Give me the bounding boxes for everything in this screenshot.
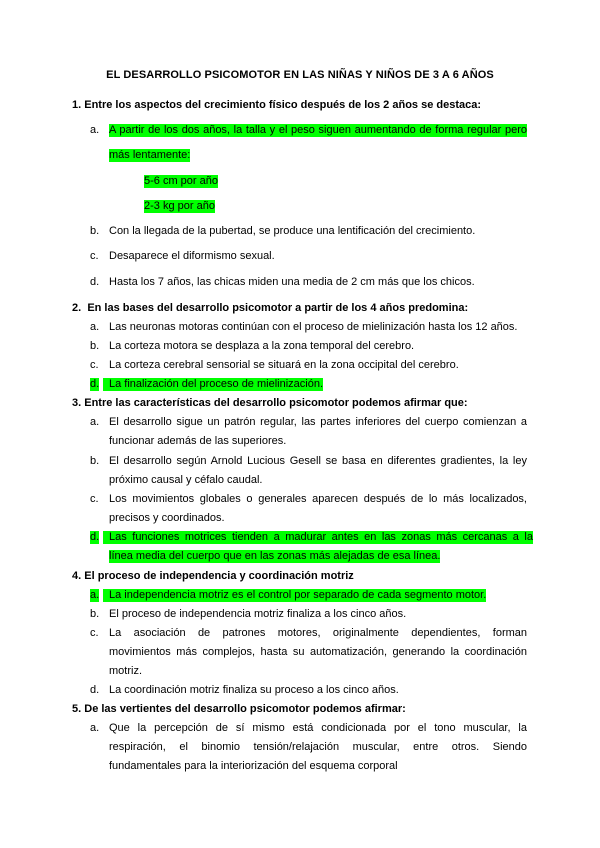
q2-option-c-marker: c.: [90, 359, 99, 371]
q2-option-a-marker: a.: [90, 321, 100, 333]
q1-option-d-marker: d.: [90, 276, 100, 288]
q5-option-a-line1: Que la percepción de sí mismo está condicionada por el tono muscular, la: [109, 722, 527, 734]
q3-option-a-line2: funcionar además de las superiores.: [109, 435, 287, 447]
q3-option-a-line1: El desarrollo sigue un patrón regular, las partes inferiores del cuerpo comienzan a: [109, 416, 527, 428]
q3-option-a-marker: a.: [90, 416, 100, 428]
question-5-heading: 5. De las vertientes del desarrollo psicomotor podemos afirmar:: [72, 703, 406, 715]
q4-option-a-line1: La independencia motriz es el control por separado de cada segmento motor.: [103, 589, 486, 602]
q2-option-d-marker: d.: [90, 378, 100, 390]
q2-option-c-line1: La corteza cerebral sensorial se situará en la zona occipital del cerebro.: [109, 359, 459, 371]
q5-option-a-marker: a.: [90, 722, 100, 734]
q3-option-b-line2: próximo causal y céfalo caudal.: [109, 474, 263, 486]
q5-option-a-line2: respiración, el binomio tensión/relajación muscular, entre otros. Siendo: [109, 741, 527, 753]
question-3-heading: 3. Entre las características del desarrollo psicomotor podemos afirmar que:: [72, 397, 468, 409]
q3-option-c-line2: precisos y coordinados.: [109, 512, 225, 524]
q1-option-a-line2: más lentamente:: [109, 149, 191, 161]
q2-option-b-line1: La corteza motora se desplaza a la zona temporal del cerebro.: [109, 340, 415, 352]
q1-option-b-marker: b.: [90, 225, 100, 237]
q1-option-a-line1: A partir de los dos años, la talla y el peso siguen aumentando de forma regular pero: [109, 124, 527, 136]
q1-option-a-sub2: 2-3 kg por año: [144, 200, 215, 212]
q1-option-a-marker: a.: [90, 124, 100, 136]
question-1-heading: 1. Entre los aspectos del crecimiento físico después de los 2 años se destaca:: [72, 99, 482, 111]
q4-option-c-marker: c.: [90, 627, 99, 639]
question-2-heading: 2. En las bases del desarrollo psicomotor a partir de los 4 años predomina:: [72, 302, 469, 314]
q4-option-c-line3: motriz.: [109, 665, 142, 677]
page-title: EL DESARROLLO PSICOMOTOR EN LAS NIÑAS Y NIÑOS DE 3 A 6 AÑOS: [106, 69, 494, 81]
question-4-heading: 4. El proceso de independencia y coordinación motriz: [72, 570, 354, 582]
q3-option-d-line2: línea media del cuerpo que en las zonas más alejadas de esa línea.: [109, 550, 441, 562]
q4-option-d-line1: La coordinación motriz finaliza su proceso a los cinco años.: [109, 684, 399, 696]
q4-option-c-line1: La asociación de patrones motores, originalmente dependientes, forman: [109, 627, 527, 639]
q4-option-c-line2: movimientos más complejos, hasta su automatización, generando la coordinación: [109, 646, 527, 658]
q3-option-d-line1: Las funciones motrices tienden a madurar antes en las zonas más cercanas a la: [103, 531, 533, 544]
q1-option-d-line1: Hasta los 7 años, las chicas miden una media de 2 cm más que los chicos.: [109, 276, 475, 288]
q2-option-b-marker: b.: [90, 340, 100, 352]
q3-option-d-marker: d.: [90, 531, 100, 543]
q3-option-b-line1: El desarrollo según Arnold Lucious Gesell se basa en diferentes gradientes, la ley: [109, 455, 527, 467]
q1-option-c-marker: c.: [90, 250, 99, 262]
q1-option-c-line1: Desaparece el diformismo sexual.: [109, 250, 275, 262]
q4-option-b-marker: b.: [90, 608, 100, 620]
q3-option-c-line1: Los movimientos globales o generales aparecen después de lo más localizados,: [109, 493, 527, 505]
q2-option-d-line1: La finalización del proceso de mielinización.: [103, 378, 323, 391]
q4-option-a-marker: a.: [90, 589, 100, 601]
q1-option-b-line1: Con la llegada de la pubertad, se produce una lentificación del crecimiento.: [109, 225, 476, 237]
q4-option-d-marker: d.: [90, 684, 100, 696]
q2-option-a-line1: Las neuronas motoras continúan con el proceso de mielinización hasta los 12 años.: [109, 321, 518, 333]
q3-option-b-marker: b.: [90, 455, 100, 467]
q1-option-a-sub1: 5-6 cm por año: [144, 175, 218, 187]
q4-option-b-line1: El proceso de independencia motriz finaliza a los cinco años.: [109, 608, 407, 620]
q3-option-c-marker: c.: [90, 493, 99, 505]
q5-option-a-line3: fundamentales para la interiorización del esquema corporal: [109, 760, 398, 772]
